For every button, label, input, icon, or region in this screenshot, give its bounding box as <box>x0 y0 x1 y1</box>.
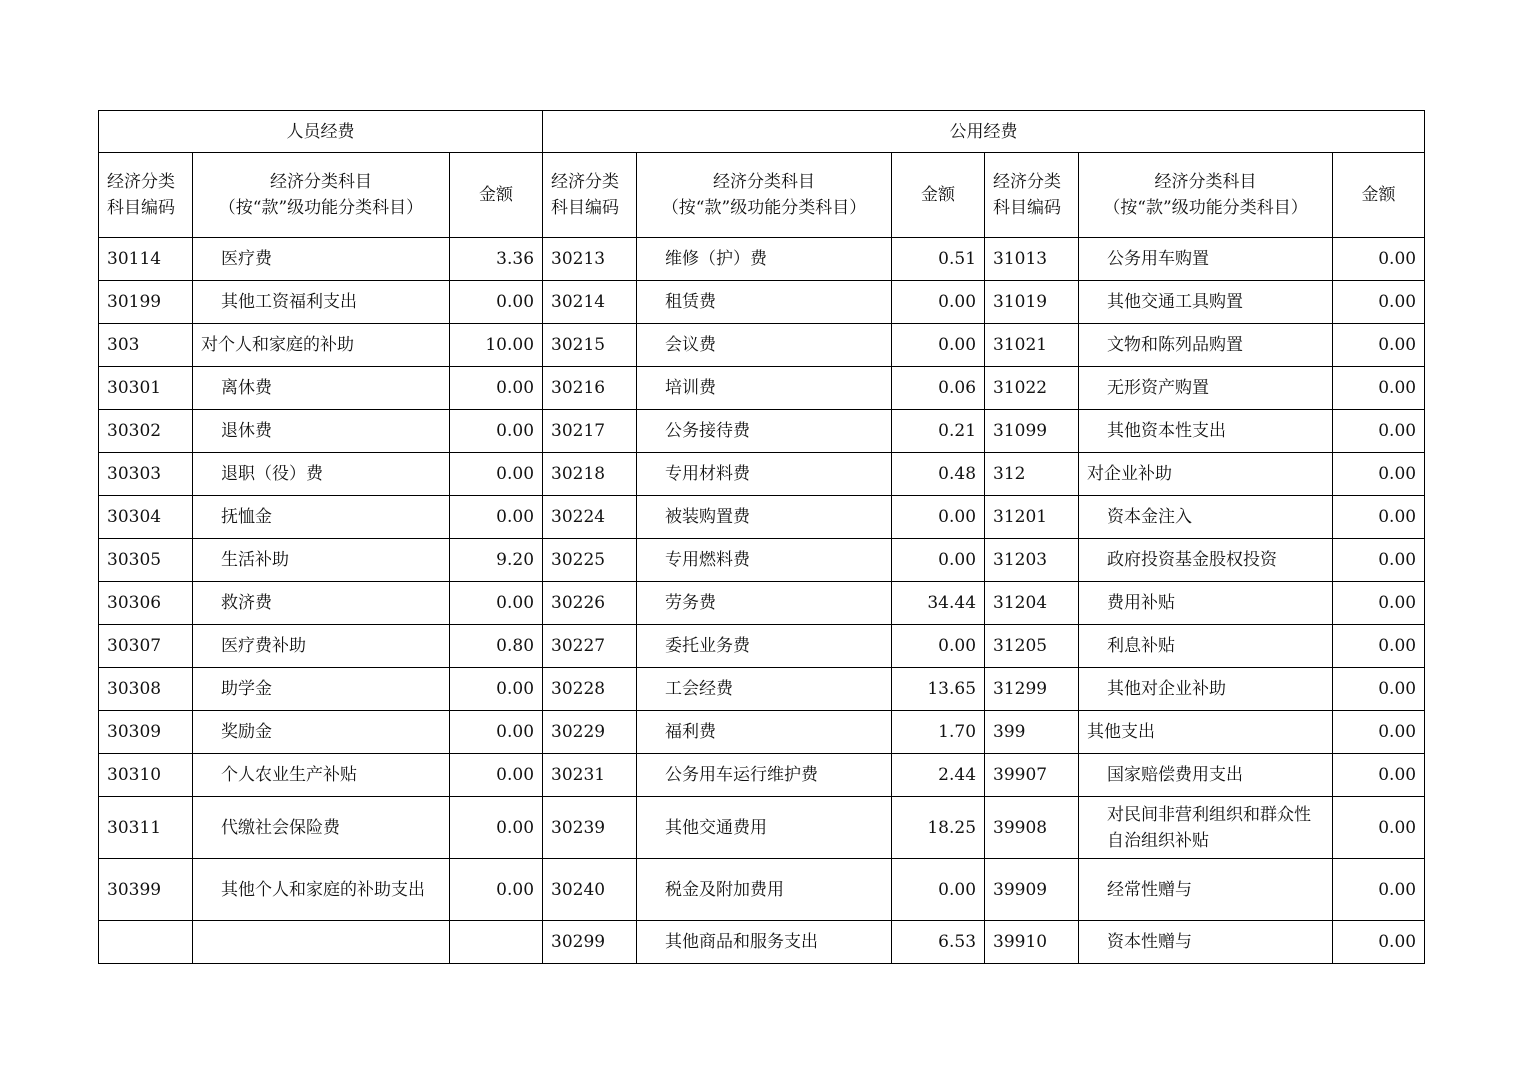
table-row <box>99 711 1425 754</box>
name-header-line1: 经济分类科目 <box>1154 172 1257 192</box>
name-text: 利息补贴 <box>1107 636 1176 656</box>
code-cell: 31299 <box>985 668 1079 711</box>
code-cell <box>99 921 193 964</box>
amount-cell: 0.00 <box>1333 539 1425 582</box>
table-row <box>99 238 1425 281</box>
amount-cell: 0.51 <box>892 238 985 281</box>
name-header-line1: 经济分类科目 <box>713 172 816 192</box>
name-text: 专用燃料费 <box>665 550 751 570</box>
amount-cell: 0.00 <box>450 453 543 496</box>
name-cell <box>1079 711 1333 754</box>
code-cell: 31019 <box>985 281 1079 324</box>
code-cell: 31021 <box>985 324 1079 367</box>
table-row <box>99 797 1425 859</box>
code-header-line2: 科目编码 <box>993 198 1062 218</box>
code-header <box>985 153 1079 238</box>
amount-cell: 0.00 <box>450 281 543 324</box>
amount-cell: 13.65 <box>892 668 985 711</box>
name-text: 其他商品和服务支出 <box>665 932 819 952</box>
name-header <box>637 153 892 238</box>
code-header-line2: 科目编码 <box>551 198 620 218</box>
name-cell <box>637 859 892 921</box>
amount-cell: 1.70 <box>892 711 985 754</box>
code-cell: 30213 <box>543 238 637 281</box>
code-cell: 30305 <box>99 539 193 582</box>
amount-cell: 0.00 <box>892 539 985 582</box>
name-cell <box>637 754 892 797</box>
name-cell <box>1079 539 1333 582</box>
name-header-line2: （按“款”级功能分类科目） <box>218 198 424 218</box>
code-cell: 30229 <box>543 711 637 754</box>
amount-cell: 0.00 <box>450 754 543 797</box>
code-cell: 30301 <box>99 367 193 410</box>
table-row <box>99 625 1425 668</box>
code-header-line2: 科目编码 <box>107 198 175 218</box>
amount-cell: 0.21 <box>892 410 985 453</box>
amount-cell: 0.00 <box>892 859 985 921</box>
name-text: 税金及附加费用 <box>665 879 785 900</box>
name-cell <box>1079 754 1333 797</box>
name-cell <box>1079 859 1333 921</box>
amount-cell: 0.00 <box>1333 711 1425 754</box>
name-cell <box>1079 582 1333 625</box>
amount-cell: 0.00 <box>1333 410 1425 453</box>
name-text: 退职（役）费 <box>221 464 323 484</box>
name-cell <box>637 410 892 453</box>
name-cell <box>637 324 892 367</box>
name-cell <box>637 281 892 324</box>
code-header <box>99 153 193 238</box>
name-text: 被装购置费 <box>665 507 751 527</box>
code-cell: 303 <box>99 324 193 367</box>
name-cell <box>1079 324 1333 367</box>
amount-cell: 0.00 <box>1333 582 1425 625</box>
amount-cell: 34.44 <box>892 582 985 625</box>
amount-cell: 0.00 <box>1333 797 1425 859</box>
name-text: 劳务费 <box>665 593 717 613</box>
name-text: 对企业补助 <box>1087 464 1173 484</box>
name-text: 离休费 <box>221 378 272 398</box>
name-text: 救济费 <box>221 593 272 613</box>
name-cell <box>193 324 450 367</box>
name-cell <box>637 453 892 496</box>
name-text: 福利费 <box>665 722 717 742</box>
code-cell: 30227 <box>543 625 637 668</box>
amount-cell: 0.00 <box>1333 496 1425 539</box>
amount-cell: 0.00 <box>450 367 543 410</box>
name-cell <box>637 367 892 410</box>
code-cell: 31022 <box>985 367 1079 410</box>
name-text: 资本性赠与 <box>1107 932 1193 952</box>
name-text: 其他支出 <box>1087 722 1156 742</box>
amount-cell: 0.00 <box>1333 859 1425 921</box>
name-cell <box>1079 668 1333 711</box>
code-cell: 30304 <box>99 496 193 539</box>
name-cell <box>637 668 892 711</box>
code-cell: 30231 <box>543 754 637 797</box>
name-text: 其他交通工具购置 <box>1107 292 1244 312</box>
amount-cell: 0.06 <box>892 367 985 410</box>
amount-cell: 0.00 <box>1333 668 1425 711</box>
name-text: 对个人和家庭的补助 <box>201 335 354 355</box>
code-cell: 30309 <box>99 711 193 754</box>
name-text: 其他个人和家庭的补助支出 <box>221 879 425 900</box>
table-row <box>99 921 1425 964</box>
amount-cell: 10.00 <box>450 324 543 367</box>
amount-cell: 0.48 <box>892 453 985 496</box>
code-cell: 30303 <box>99 453 193 496</box>
code-cell: 30214 <box>543 281 637 324</box>
name-cell <box>193 496 450 539</box>
amount-cell: 0.00 <box>892 625 985 668</box>
name-cell <box>637 711 892 754</box>
code-cell: 30225 <box>543 539 637 582</box>
table-row <box>99 324 1425 367</box>
code-cell: 30215 <box>543 324 637 367</box>
name-text: 委托业务费 <box>665 636 751 656</box>
name-text: 抚恤金 <box>221 507 272 527</box>
name-text: 个人农业生产补贴 <box>221 765 357 785</box>
amount-cell: 6.53 <box>892 921 985 964</box>
amount-cell: 0.00 <box>450 668 543 711</box>
name-cell <box>193 711 450 754</box>
code-cell: 30310 <box>99 754 193 797</box>
amount-cell: 0.00 <box>450 496 543 539</box>
name-text: 国家赔偿费用支出 <box>1107 765 1244 785</box>
amount-cell: 3.36 <box>450 238 543 281</box>
name-text: 其他资本性支出 <box>1107 421 1227 441</box>
name-text: 公务用车运行维护费 <box>665 765 819 785</box>
name-text: 费用补贴 <box>1107 593 1176 613</box>
name-cell <box>1079 367 1333 410</box>
code-cell: 30217 <box>543 410 637 453</box>
name-text: 奖励金 <box>221 722 272 742</box>
budget-table <box>98 110 1425 964</box>
code-cell: 30311 <box>99 797 193 859</box>
code-cell: 31203 <box>985 539 1079 582</box>
name-cell <box>637 496 892 539</box>
table-row <box>99 453 1425 496</box>
group-personnel-header: 人员经费 <box>99 111 543 153</box>
name-text: 医疗费补助 <box>221 636 306 656</box>
amount-cell: 0.00 <box>892 324 985 367</box>
name-cell <box>1079 625 1333 668</box>
code-cell: 30114 <box>99 238 193 281</box>
code-cell: 399 <box>985 711 1079 754</box>
code-cell: 30218 <box>543 453 637 496</box>
code-cell: 30299 <box>543 921 637 964</box>
code-cell: 30302 <box>99 410 193 453</box>
name-text: 其他对企业补助 <box>1107 679 1227 699</box>
code-cell: 39910 <box>985 921 1079 964</box>
name-cell <box>193 582 450 625</box>
name-cell <box>637 539 892 582</box>
table-row <box>99 754 1425 797</box>
name-text: 退休费 <box>221 421 272 441</box>
code-header-line1: 经济分类 <box>551 172 620 192</box>
amount-cell: 18.25 <box>892 797 985 859</box>
amount-cell: 0.00 <box>1333 324 1425 367</box>
name-cell <box>1079 410 1333 453</box>
table-row <box>99 539 1425 582</box>
table-row <box>99 859 1425 921</box>
name-text: 对民间非营利组织和群众性自治组织补贴 <box>1107 804 1312 851</box>
amount-cell: 9.20 <box>450 539 543 582</box>
code-cell: 312 <box>985 453 1079 496</box>
name-text: 工会经费 <box>665 679 734 699</box>
name-text: 培训费 <box>665 378 717 398</box>
table-row <box>99 582 1425 625</box>
amount-cell: 0.00 <box>892 496 985 539</box>
name-cell <box>193 410 450 453</box>
amount-cell: 0.00 <box>1333 238 1425 281</box>
name-text: 无形资产购置 <box>1107 378 1210 398</box>
name-text: 助学金 <box>221 679 272 699</box>
amount-cell <box>450 921 543 964</box>
amount-cell: 0.00 <box>450 859 543 921</box>
name-text: 租赁费 <box>665 292 717 312</box>
code-cell: 30224 <box>543 496 637 539</box>
amount-header: 金额 <box>892 153 985 238</box>
amount-cell: 0.00 <box>1333 754 1425 797</box>
code-cell: 31099 <box>985 410 1079 453</box>
name-header-line2: （按“款”级功能分类科目） <box>661 198 867 218</box>
name-cell <box>193 668 450 711</box>
code-cell: 39908 <box>985 797 1079 859</box>
amount-cell: 0.00 <box>1333 921 1425 964</box>
amount-cell: 0.00 <box>1333 367 1425 410</box>
group-header-row <box>99 111 1425 153</box>
amount-cell: 2.44 <box>892 754 985 797</box>
name-cell <box>193 367 450 410</box>
code-header-line1: 经济分类 <box>107 172 175 192</box>
name-cell <box>1079 797 1333 859</box>
name-header <box>193 153 450 238</box>
name-text: 会议费 <box>665 335 717 355</box>
table-row <box>99 281 1425 324</box>
name-cell <box>193 797 450 859</box>
name-cell <box>637 582 892 625</box>
name-header-line2: （按“款”级功能分类科目） <box>1103 198 1308 218</box>
name-cell <box>1079 453 1333 496</box>
amount-cell: 0.00 <box>450 797 543 859</box>
table-row <box>99 410 1425 453</box>
name-cell <box>1079 281 1333 324</box>
code-cell: 30216 <box>543 367 637 410</box>
amount-header: 金额 <box>1333 153 1425 238</box>
code-cell: 30240 <box>543 859 637 921</box>
name-text: 维修（护）费 <box>665 249 768 269</box>
name-text: 公务接待费 <box>665 421 751 441</box>
table-row <box>99 496 1425 539</box>
name-text: 其他工资福利支出 <box>221 292 357 312</box>
code-cell: 31013 <box>985 238 1079 281</box>
amount-cell: 0.00 <box>892 281 985 324</box>
code-cell: 31201 <box>985 496 1079 539</box>
name-cell <box>637 238 892 281</box>
code-header-line1: 经济分类 <box>993 172 1062 192</box>
name-cell <box>193 238 450 281</box>
name-text: 经常性赠与 <box>1107 879 1193 900</box>
amount-cell: 0.00 <box>1333 281 1425 324</box>
name-text: 公务用车购置 <box>1107 249 1210 269</box>
name-text: 医疗费 <box>221 249 272 269</box>
name-cell <box>1079 238 1333 281</box>
name-cell <box>1079 921 1333 964</box>
table-row <box>99 367 1425 410</box>
code-cell: 30226 <box>543 582 637 625</box>
name-text: 其他交通费用 <box>665 817 768 838</box>
name-cell <box>637 625 892 668</box>
column-header-row <box>99 153 1425 238</box>
name-cell <box>193 453 450 496</box>
amount-cell: 0.80 <box>450 625 543 668</box>
group-public-header: 公用经费 <box>543 111 1425 153</box>
name-cell <box>1079 496 1333 539</box>
name-cell <box>193 921 450 964</box>
amount-cell: 0.00 <box>1333 453 1425 496</box>
name-cell <box>637 921 892 964</box>
code-cell: 31204 <box>985 582 1079 625</box>
code-cell: 39907 <box>985 754 1079 797</box>
amount-cell: 0.00 <box>450 582 543 625</box>
name-text: 政府投资基金股权投资 <box>1107 550 1278 570</box>
name-header <box>1079 153 1333 238</box>
name-cell <box>193 625 450 668</box>
code-cell: 30199 <box>99 281 193 324</box>
code-cell: 31205 <box>985 625 1079 668</box>
name-text: 专用材料费 <box>665 464 751 484</box>
name-cell <box>193 754 450 797</box>
code-cell: 30307 <box>99 625 193 668</box>
name-header-line1: 经济分类科目 <box>270 172 372 192</box>
name-text: 资本金注入 <box>1107 507 1193 527</box>
name-text: 代缴社会保险费 <box>221 817 340 838</box>
code-cell: 39909 <box>985 859 1079 921</box>
code-header <box>543 153 637 238</box>
name-cell <box>193 859 450 921</box>
amount-cell: 0.00 <box>1333 625 1425 668</box>
name-text: 文物和陈列品购置 <box>1107 335 1244 355</box>
table-row <box>99 668 1425 711</box>
code-cell: 30399 <box>99 859 193 921</box>
name-cell <box>193 281 450 324</box>
code-cell: 30306 <box>99 582 193 625</box>
amount-cell: 0.00 <box>450 711 543 754</box>
code-cell: 30228 <box>543 668 637 711</box>
code-cell: 30308 <box>99 668 193 711</box>
name-text: 生活补助 <box>221 550 289 570</box>
name-cell <box>637 797 892 859</box>
code-cell: 30239 <box>543 797 637 859</box>
amount-cell: 0.00 <box>450 410 543 453</box>
name-cell <box>193 539 450 582</box>
amount-header: 金额 <box>450 153 543 238</box>
